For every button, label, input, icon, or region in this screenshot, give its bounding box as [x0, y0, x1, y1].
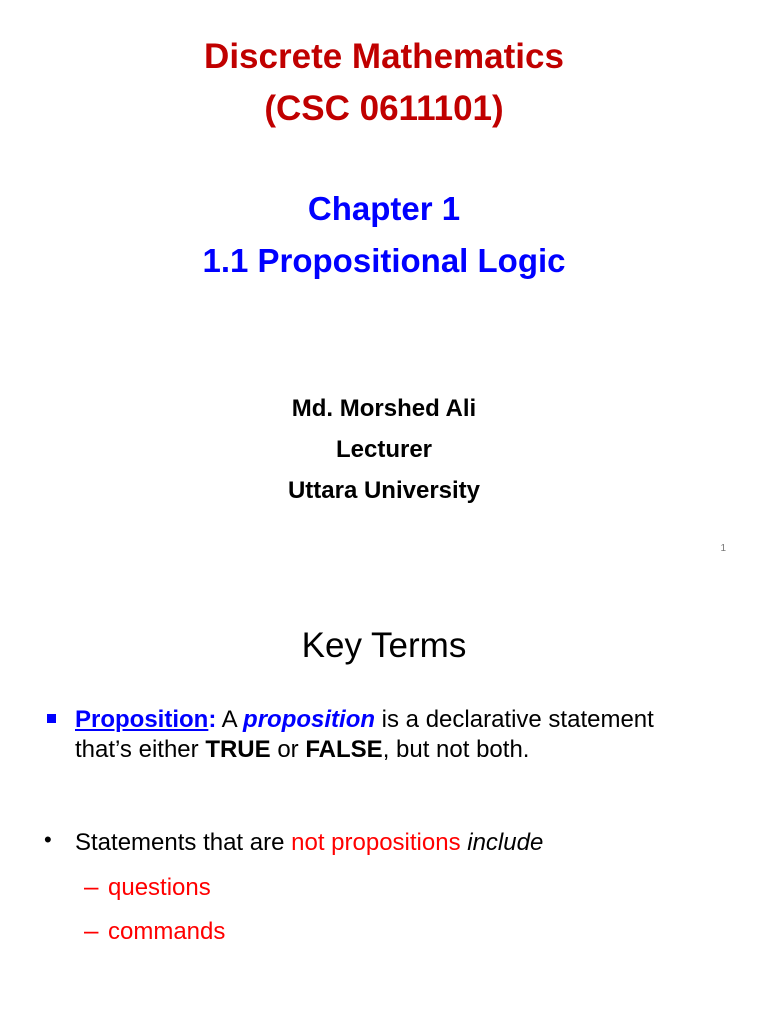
square-bullet-icon	[47, 714, 56, 723]
slide-number: 1	[720, 543, 726, 554]
statement-highlight: not propositions	[291, 829, 461, 856]
key-terms-slide	[0, 573, 768, 1024]
sub-item-questions	[84, 871, 211, 903]
false-word: FALSE	[305, 736, 383, 763]
slide-title: Key Terms	[301, 626, 467, 665]
chapter-heading: Chapter 1	[307, 190, 461, 227]
author-university: Uttara University	[287, 477, 481, 504]
dash-icon: –	[84, 915, 99, 945]
sub-item-label: commands	[108, 918, 226, 945]
definition-line-2-end: , but not both.	[382, 736, 530, 763]
author-name: Md. Morshed Ali	[291, 395, 477, 422]
statement-prefix: Statements that are	[75, 829, 292, 856]
definition-paragraph	[75, 705, 735, 765]
or-word: or	[270, 736, 306, 763]
bullet-dot-icon: •	[44, 827, 52, 852]
article-text: A	[216, 706, 244, 733]
term-colon: :	[208, 706, 217, 733]
sub-item-label: questions	[108, 874, 211, 901]
definition-line-2	[75, 735, 735, 765]
sub-item-commands	[84, 915, 225, 947]
definition-line-2-start: that’s either	[75, 736, 206, 763]
statement-line	[75, 828, 543, 858]
dash-icon: –	[84, 871, 99, 901]
statement-suffix: include	[467, 829, 544, 856]
course-code: (CSC 0611101)	[264, 89, 504, 128]
definition-line-1	[75, 705, 735, 735]
course-title: Discrete Mathematics	[204, 37, 564, 76]
author-role: Lecturer	[335, 436, 433, 463]
true-word: TRUE	[205, 736, 271, 763]
section-heading: 1.1 Propositional Logic	[202, 242, 566, 279]
term-label: Proposition	[75, 706, 209, 733]
term-italic: proposition	[243, 706, 376, 733]
definition-text: is a declarative statement	[375, 706, 654, 733]
